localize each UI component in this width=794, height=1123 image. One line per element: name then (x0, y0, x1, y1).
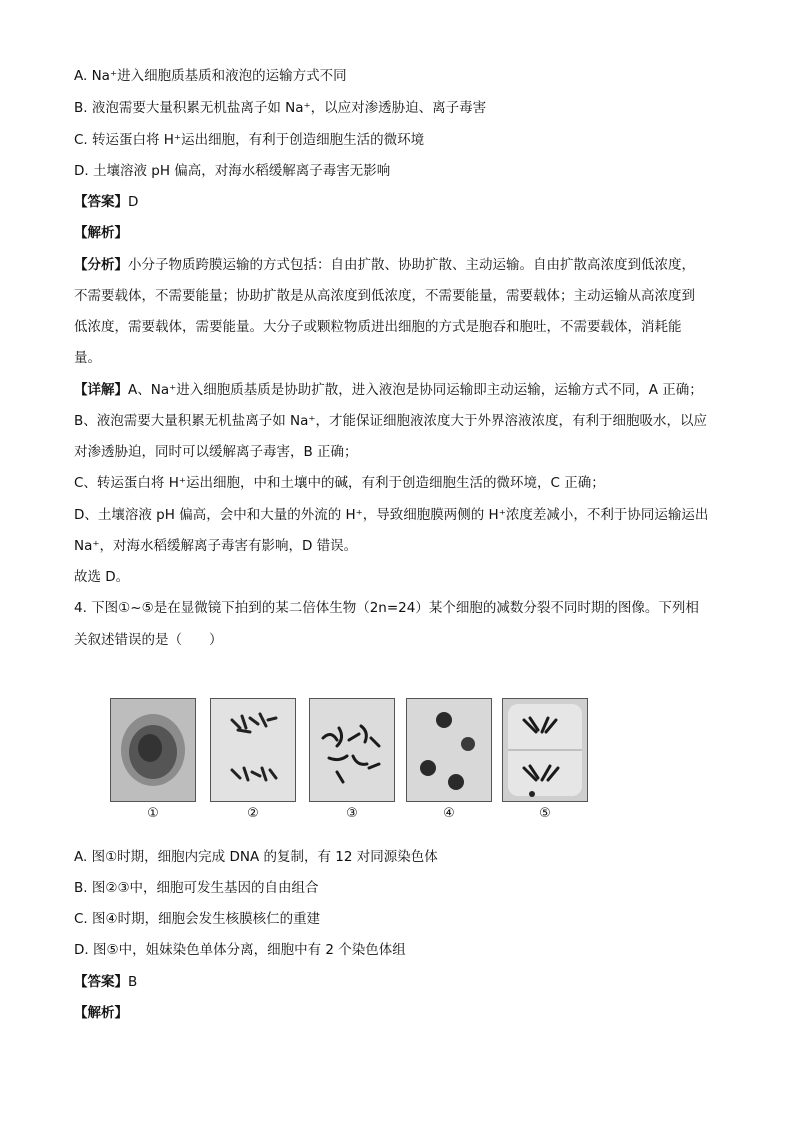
micrograph-4 (406, 698, 492, 802)
q3-option-d: D. 土壤溶液 pH 偏高，对海水稻缓解离子毒害无影响 (74, 163, 391, 179)
answer-value: D (128, 194, 139, 210)
q3-xiangjie-line-4: C、转运蛋白将 H⁺运出细胞，中和土壤中的碱，有利于创造细胞生活的微环境，C 正确； (74, 475, 605, 491)
q4-option-a: A. 图①时期，细胞内完成 DNA 的复制，有 12 对同源染色体 (74, 849, 438, 865)
q3-option-b: B. 液泡需要大量积累无机盐离子如 Na⁺，以应对渗透胁迫、离子毒害 (74, 100, 487, 116)
fenxi-text: 小分子物质跨膜运输的方式包括：自由扩散、协助扩散、主动运输。自由扩散高浓度到低浓度， (128, 257, 695, 273)
figure-label-5: ⑤ (539, 806, 551, 821)
figure-label-2: ② (247, 806, 259, 821)
q4-option-c: C. 图④时期，细胞会发生核膜核仁的重建 (74, 911, 321, 927)
q4-option-b: B. 图②③中，细胞可发生基因的自由组合 (74, 880, 319, 896)
figure-label-3: ③ (346, 806, 358, 821)
fenxi-tag: 【分析】 (74, 257, 128, 273)
q3-fenxi-line-4: 量。 (74, 350, 101, 366)
meiosis-figure (110, 698, 590, 828)
q4-option-d: D. 图⑤中，姐妹染色单体分离，细胞中有 2 个染色体组 (74, 942, 406, 958)
q3-xiangjie-line-2: B、液泡需要大量积累无机盐离子如 Na⁺，才能保证细胞液浓度大于外界溶液浓度，有利于细胞吸水，以应 (74, 413, 708, 429)
answer-value: B (128, 974, 138, 990)
q4-analysis-heading: 【解析】 (74, 1005, 128, 1021)
q3-fenxi-line-1 (74, 255, 724, 275)
q3-xiangjie-line-5: D、土壤溶液 pH 偏高，会中和大量的外流的 H⁺，导致细胞膜两侧的 H⁺浓度差减小，不利于协同运输运出 (74, 507, 709, 523)
figure-label-4: ④ (443, 806, 455, 821)
q3-xiangjie-line-6: Na⁺，对海水稻缓解离子毒害有影响，D 错误。 (74, 538, 358, 554)
q3-option-c: C. 转运蛋白将 H⁺运出细胞，有利于创造细胞生活的微环境 (74, 132, 425, 148)
q4-stem-line-2: 关叙述错误的是（ ） (74, 632, 223, 648)
q4-answer (74, 972, 724, 992)
q3-conclusion: 故选 D。 (74, 569, 130, 585)
xiangjie-text: A、Na⁺进入细胞质基质是协助扩散，进入液泡是协同运输即主动运输，运输方式不同，A 正确； (128, 382, 703, 398)
q3-fenxi-line-2: 不需要载体，不需要能量；协助扩散是从高浓度到低浓度，不需要能量，需要载体；主动运输从高浓度到 (74, 288, 695, 304)
answer-tag: 【答案】 (74, 194, 128, 210)
q4-stem-line-1: 4. 下图①~⑤是在显微镜下拍到的某二倍体生物（2n=24）某个细胞的减数分裂不同时期的图像。下列相 (74, 600, 699, 616)
micrograph-3 (309, 698, 395, 802)
xiangjie-tag: 【详解】 (74, 382, 128, 398)
figure-label-1: ① (147, 806, 159, 821)
q3-answer (74, 192, 724, 212)
q3-xiangjie-line-3: 对渗透胁迫，同时可以缓解离子毒害，B 正确； (74, 444, 358, 460)
micrograph-2 (210, 698, 296, 802)
q3-xiangjie-line-1 (74, 380, 724, 400)
q3-fenxi-line-3: 低浓度，需要载体，需要能量。大分子或颗粒物质进出细胞的方式是胞吞和胞吐，不需要载体，消耗能 (74, 319, 682, 335)
q3-analysis-heading: 【解析】 (74, 225, 128, 241)
answer-tag: 【答案】 (74, 974, 128, 990)
q3-option-a: A. Na⁺进入细胞质基质和液泡的运输方式不同 (74, 68, 347, 84)
micrograph-5 (502, 698, 588, 802)
micrograph-1 (110, 698, 196, 802)
